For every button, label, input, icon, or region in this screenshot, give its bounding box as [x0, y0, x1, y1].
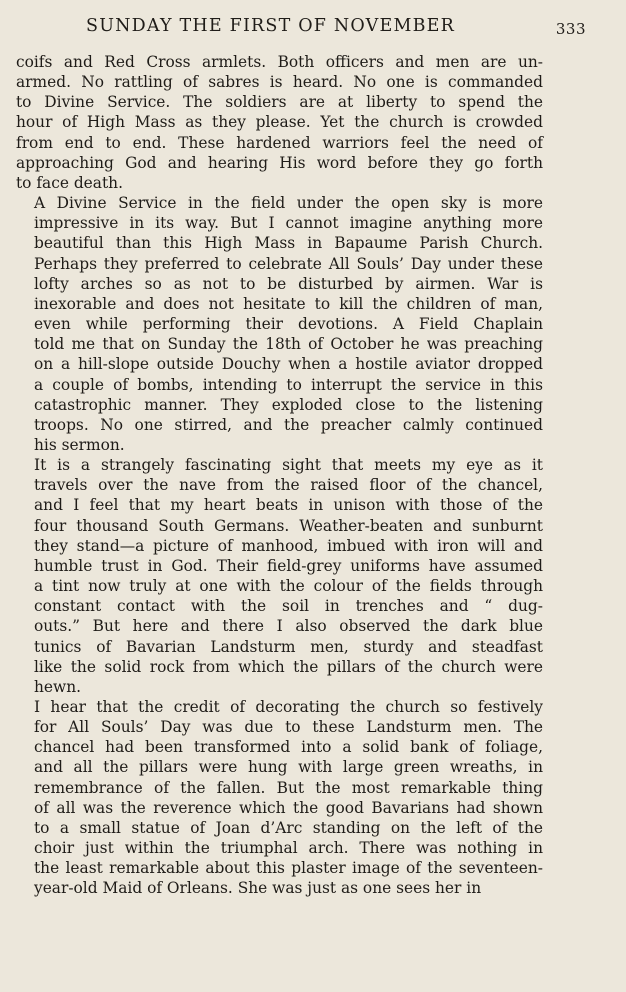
page-number: 333: [555, 20, 586, 38]
text-line: a tint now truly at one with the colour of the fields through: [34, 577, 543, 596]
text-line: It is a strangely fascinating sight that meets my eye as it: [34, 456, 543, 475]
text-line: hewn.: [34, 677, 81, 696]
text-line: outs.” But here and there I also observed the dark blue: [34, 617, 543, 636]
text-line: catastrophic manner. They exploded close to the listening: [34, 395, 543, 414]
text-line: four thousand South Germans. Weather-beaten and sunburnt: [34, 516, 543, 535]
text-line: and all the pillars were hung with large green wreaths, in: [34, 758, 543, 777]
text-line: Perhaps they preferred to celebrate All Souls’ Day under these: [34, 254, 543, 273]
text-line: like the solid rock from which the pillars of the church were: [34, 657, 543, 676]
text-line: to face death.: [16, 173, 123, 192]
text-line: from end to end. These hardened warriors feel the need of: [16, 133, 543, 152]
running-title: SUNDAY THE FIRST OF NOVEMBER: [86, 16, 455, 36]
text-line: they stand—a picture of manhood, imbued with iron will and: [34, 536, 543, 555]
text-line: remembrance of the fallen. But the most remarkable thing: [34, 778, 543, 797]
text-line: lofty arches so as not to be disturbed by airmen. War is: [34, 274, 543, 293]
text-line: inexorable and does not hesitate to kill the children of man,: [34, 294, 543, 313]
text-line: his sermon.: [34, 435, 125, 454]
text-line: coifs and Red Cross armlets. Both officers and men are un-: [16, 53, 543, 71]
text-line: beautiful than this High Mass in Bapaume Parish Church.: [34, 234, 543, 253]
text-line: chancel had been transformed into a solid bank of foliage,: [34, 738, 543, 757]
text-line: of all was the reverence which the good Bavarians had shown: [34, 798, 543, 817]
text-line: armed. No rattling of sabres is heard. No one is commanded: [16, 73, 543, 92]
text-line: even while performing their devotions. A Field Chaplain: [34, 315, 543, 334]
body-text: [16, 52, 543, 899]
text-line: humble trust in God. Their field-grey uniforms have assumed: [34, 556, 543, 575]
paragraph: [16, 697, 543, 899]
text-line: impressive in its way. But I cannot imagine anything more: [34, 214, 543, 233]
text-line: told me that on Sunday the 18th of October he was preaching: [34, 335, 543, 354]
text-line: constant contact with the soil in trenches and “ dug-: [34, 597, 543, 616]
text-line: to a small statue of Joan d’Arc standing on the left of the: [34, 818, 543, 837]
text-line: I hear that the credit of decorating the church so festively: [34, 698, 543, 716]
text-line: approaching God and hearing His word before they go forth: [16, 153, 543, 172]
text-line: hour of High Mass as they please. Yet the church is crowded: [16, 113, 543, 132]
text-line: travels over the nave from the raised floor of the chancel,: [34, 476, 543, 495]
text-line: the least remarkable about this plaster image of the seventeen-: [34, 859, 543, 878]
paragraph: [16, 193, 543, 455]
text-line: to Divine Service. The soldiers are at liberty to spend the: [16, 93, 543, 112]
text-line: on a hill-slope outside Douchy when a hostile aviator dropped: [34, 355, 543, 374]
running-head: [16, 16, 586, 42]
paragraph: [16, 455, 543, 697]
text-line: A Divine Service in the field under the open sky is more: [34, 194, 543, 213]
text-line: and I feel that my heart beats in unison with those of the: [34, 496, 543, 515]
text-line: a couple of bombs, intending to interrupt the service in this: [34, 375, 543, 394]
text-line: troops. No one stirred, and the preacher calmly continued: [34, 415, 543, 434]
text-line: year-old Maid of Orleans. She was just as one sees her in: [34, 879, 482, 898]
text-line: tunics of Bavarian Landsturm men, sturdy and steadfast: [34, 637, 543, 656]
text-line: choir just within the triumphal arch. There was nothing in: [34, 839, 543, 858]
text-line: for All Souls’ Day was due to these Landsturm men. The: [34, 718, 543, 737]
paragraph: [16, 52, 543, 193]
